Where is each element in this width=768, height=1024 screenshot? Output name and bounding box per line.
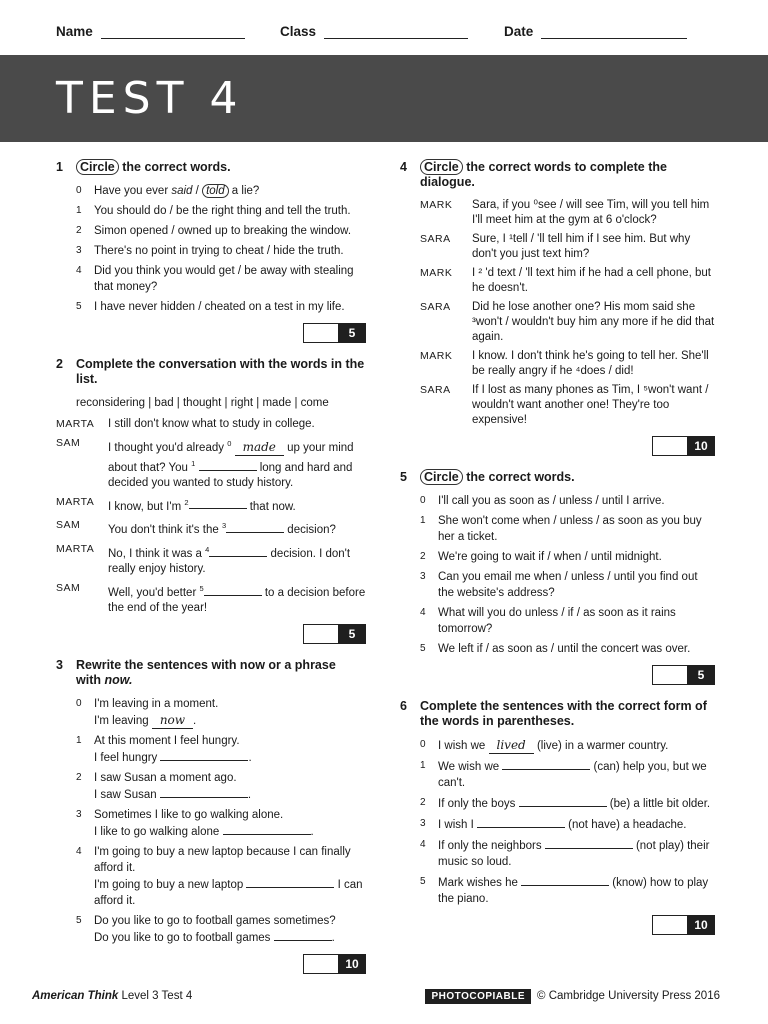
item-number: 3 — [76, 808, 82, 820]
list-item — [420, 641, 715, 657]
score-entry[interactable] — [303, 954, 338, 974]
answer-blank[interactable] — [199, 459, 257, 471]
item-text: I wish we — [438, 740, 489, 752]
answer-blank[interactable] — [209, 545, 267, 557]
date-label: Date — [504, 24, 534, 39]
gap-number: 0 — [227, 439, 232, 448]
item-text[interactable]: You should do / be the right thing and tell the truth. — [94, 205, 351, 217]
line-text: Well, you'd better — [108, 586, 200, 599]
speaker: SARA — [420, 301, 451, 313]
section-3 — [56, 658, 366, 974]
item-number: 4 — [76, 265, 82, 276]
footer-copyright — [425, 990, 720, 1002]
item-number: 0 — [420, 739, 426, 750]
item-text[interactable]: We left if / as soon as / until the concert was over. — [438, 643, 691, 655]
section-instruction: Rewrite the sentences with now or a phrase — [76, 657, 336, 672]
answer-blank[interactable] — [274, 929, 332, 941]
name-line[interactable] — [101, 26, 245, 39]
date-field[interactable] — [504, 24, 687, 39]
item-text: Sometimes I like to go walking alone. — [94, 808, 284, 821]
item-text[interactable]: There's no point in trying to cheat / hide the truth. — [94, 245, 344, 257]
item-text: (can) help you, but we can't. — [438, 761, 707, 789]
list-item — [76, 913, 366, 946]
page-footer — [32, 990, 720, 1002]
name-field[interactable] — [56, 24, 245, 39]
item-number: 3 — [76, 245, 82, 256]
gap-number: 2 — [184, 497, 189, 507]
item-number: 2 — [420, 797, 426, 808]
list-item — [76, 183, 366, 199]
example-answer: made — [235, 440, 284, 456]
answer-blank[interactable] — [223, 823, 311, 835]
list-item — [76, 696, 366, 729]
section-1-heading — [56, 160, 366, 175]
line-text[interactable]: I ² 'd text / 'll text him if he had a cell phone, but he doesn't. — [472, 267, 711, 294]
item-number: 4 — [420, 607, 426, 618]
dialogue-line — [420, 383, 715, 428]
section-number: 2 — [56, 357, 63, 371]
item-number: 3 — [420, 818, 426, 829]
class-line[interactable] — [324, 26, 468, 39]
list-item — [420, 549, 715, 565]
line-text[interactable]: I know. I don't think he's going to tell her. She'll be really angry if he ⁴does / did! — [472, 350, 709, 377]
item-text[interactable]: Can you email me when / unless / until you find out the website's address? — [438, 571, 698, 599]
speaker: MARTA — [56, 418, 95, 430]
section-number: 4 — [400, 160, 407, 174]
speaker: SARA — [420, 233, 451, 245]
list-item — [420, 758, 715, 791]
score-points: 5 — [338, 624, 366, 644]
line-text[interactable]: Did he lose another one? His mom said she ³won't / wouldn't buy him any more if he did that again. — [472, 301, 715, 343]
item-text: I feel hungry — [94, 751, 161, 764]
line-text: decision. I don't really enjoy history. — [108, 548, 351, 576]
item-text: If only the boys — [438, 798, 519, 810]
section-instruction: the correct words. — [466, 470, 575, 484]
dialogue-line — [56, 436, 366, 491]
score-entry[interactable] — [652, 436, 687, 456]
option-said[interactable]: said — [171, 185, 193, 197]
item-text: I'm going to buy a new laptop — [94, 878, 247, 891]
item-text: I'm leaving in a moment. — [94, 697, 219, 710]
item-text[interactable]: She won't come when / unless / as soon as you buy her a ticket. — [438, 515, 702, 543]
item-number: 5 — [420, 643, 426, 654]
item-text: (live) in a warmer country. — [533, 740, 669, 752]
item-text: (not have) a headache. — [564, 819, 687, 831]
item-text: . — [331, 931, 335, 944]
list-item — [76, 844, 366, 909]
list-item — [420, 569, 715, 601]
item-number: 5 — [420, 876, 426, 887]
dialogue-line — [420, 266, 715, 296]
answer-blank[interactable] — [226, 521, 284, 533]
item-text: (not play) their music so loud. — [438, 840, 710, 868]
item-number: 2 — [76, 771, 82, 783]
line-text: that now. — [246, 500, 296, 513]
section-number: 3 — [56, 657, 63, 672]
line-text: I thought you'd already — [108, 441, 228, 454]
list-item — [420, 605, 715, 637]
answer-blank[interactable] — [246, 876, 334, 888]
section-2 — [56, 357, 366, 644]
section-3-heading — [56, 658, 366, 688]
section-4-heading — [400, 160, 715, 190]
item-number: 2 — [76, 225, 82, 236]
speaker: MARTA — [56, 495, 95, 508]
speaker: MARK — [420, 267, 453, 279]
line-text: long and hard and decided you wanted to study history. — [108, 461, 353, 489]
section-5 — [400, 470, 715, 685]
section-2-heading — [56, 357, 366, 387]
list-item — [76, 243, 366, 259]
line-text[interactable]: Sara, if you ⁰see / will see Tim, will you tell him I'll meet him at the gym at 6 o'clock? — [472, 199, 710, 226]
name-label: Name — [56, 24, 93, 39]
item-text[interactable]: Simon opened / owned up to breaking the window. — [94, 225, 352, 237]
score-points: 5 — [687, 665, 715, 685]
item-text: We wish we — [438, 761, 503, 773]
item-number: 3 — [420, 571, 426, 582]
speaker: SAM — [56, 437, 81, 449]
item-number: 5 — [76, 301, 82, 312]
item-number: 0 — [76, 697, 82, 709]
item-text: . — [248, 751, 252, 764]
answer-blank[interactable] — [477, 816, 565, 828]
speaker: SAM — [56, 519, 81, 532]
section-number: 5 — [400, 470, 407, 484]
list-item — [76, 263, 366, 295]
answer-blank[interactable] — [160, 749, 248, 761]
score-box — [56, 624, 366, 644]
item-text: I can afford it. — [94, 878, 363, 907]
item-text[interactable]: I'll call you as soon as / unless / until I arrive. — [438, 495, 665, 507]
speaker: SAM — [56, 582, 81, 595]
item-text: (be) a little bit older. — [606, 798, 711, 810]
section-instruction: the correct words. — [122, 160, 231, 174]
item-number: 0 — [76, 185, 82, 196]
score-box — [400, 665, 715, 685]
item-text: Do you like to go to football games — [94, 931, 274, 944]
line-text: up your mind about that? You — [108, 441, 354, 474]
book-title: American Think — [32, 990, 119, 1002]
word-list: reconsidering | bad | thought | right | made | come — [76, 397, 329, 409]
item-text: . — [310, 825, 314, 838]
item-text: I'm going to buy a new laptop because I can finally afford it. — [94, 845, 351, 874]
line-text[interactable]: If I lost as many phones as Tim, I ⁵won't want / wouldn't want another one! They're too expensive! — [472, 384, 709, 426]
item-text: At this moment I feel hungry. — [94, 734, 240, 747]
list-item — [420, 837, 715, 870]
right-column — [400, 160, 715, 949]
section-instruction: now. — [104, 672, 133, 687]
answer-blank[interactable] — [189, 497, 247, 509]
score-entry[interactable] — [303, 323, 338, 343]
gap-number: 1 — [191, 458, 196, 468]
dialogue-line — [56, 542, 366, 577]
class-label: Class — [280, 24, 317, 39]
item-number: 4 — [420, 839, 426, 850]
item-text: a lie? — [228, 185, 260, 197]
answer-blank[interactable] — [519, 795, 607, 807]
line-text: I still don't know what to study in college. — [108, 418, 315, 430]
item-number: 1 — [76, 734, 82, 746]
list-item — [76, 770, 366, 803]
line-text: You don't think it's the — [108, 524, 222, 537]
list-item — [420, 737, 715, 754]
list-item — [420, 795, 715, 812]
line-text[interactable]: Sure, I ¹tell / 'll tell him if I see him. But why don't you just text him? — [472, 233, 691, 260]
item-number: 1 — [76, 205, 82, 216]
section-instruction: with — [76, 672, 105, 687]
item-text: I saw Susan a moment ago. — [94, 771, 237, 784]
footer-book-info — [32, 990, 192, 1002]
score-box — [56, 954, 366, 974]
dialogue-line — [56, 495, 366, 515]
item-number: 5 — [76, 914, 82, 926]
item-text[interactable]: What will you do unless / if / as soon as it rains tomorrow? — [438, 607, 676, 635]
score-entry[interactable] — [652, 915, 687, 935]
speaker: SARA — [420, 384, 451, 396]
item-text[interactable]: We're going to wait if / when / until midnight. — [438, 551, 662, 563]
option-told-circled[interactable]: told — [202, 184, 229, 198]
speaker: MARK — [420, 199, 453, 211]
answer-blank[interactable] — [160, 786, 248, 798]
answer-blank[interactable] — [204, 584, 262, 596]
gap-number: 3 — [221, 521, 227, 531]
item-number: 4 — [76, 845, 82, 857]
section-number: 1 — [56, 160, 63, 174]
item-text: Have you ever — [94, 185, 172, 197]
date-line[interactable] — [541, 26, 687, 39]
item-text: Do you like to go to football games sometimes? — [94, 914, 336, 927]
class-field[interactable] — [280, 24, 468, 39]
section-instruction: Complete the conversation with the words in the list. — [76, 357, 365, 386]
score-points: 10 — [687, 915, 715, 935]
book-level: Level 3 Test 4 — [118, 990, 193, 1002]
line-text: I know, but I'm — [108, 500, 185, 513]
item-text: If only the neighbors — [438, 840, 545, 852]
item-number: 2 — [420, 551, 426, 562]
item-text: (know) how to play the piano. — [438, 877, 709, 905]
answer-blank[interactable] — [521, 874, 609, 886]
item-text: I wish I — [438, 819, 477, 831]
section-5-heading — [400, 470, 715, 485]
list-item — [76, 807, 366, 840]
item-text[interactable]: Did you think you would get / be away with stealing that money? — [94, 265, 354, 293]
line-text: No, I think it was a — [108, 548, 206, 561]
item-text[interactable]: I have never hidden / cheated on a test in my life. — [94, 301, 345, 313]
circle-word: Circle — [420, 469, 463, 485]
circle-word: Circle — [76, 159, 119, 175]
section-instruction: the correct words to complete the dialogue. — [420, 160, 667, 189]
dialogue-line — [56, 581, 366, 616]
list-item — [420, 816, 715, 833]
photocopiable-badge: PHOTOCOPIABLE — [425, 989, 531, 1004]
list-item — [420, 493, 715, 509]
list-item — [76, 299, 366, 315]
dialogue-line — [420, 198, 715, 228]
list-item — [420, 513, 715, 545]
section-6-heading — [400, 699, 715, 729]
line-text: decision? — [284, 524, 336, 537]
example-answer: lived — [489, 737, 534, 754]
score-box — [400, 915, 715, 935]
item-number: 0 — [420, 495, 426, 506]
separator: / — [192, 185, 203, 197]
speaker: MARTA — [56, 543, 95, 556]
score-box — [400, 436, 715, 456]
score-points: 10 — [338, 954, 366, 974]
item-number: 1 — [420, 760, 426, 771]
circle-word: Circle — [420, 159, 463, 175]
score-entry[interactable] — [652, 665, 687, 685]
section-number: 6 — [400, 699, 407, 713]
dialogue-line — [420, 232, 715, 262]
item-text: . — [247, 788, 252, 801]
section-instruction: Complete the sentences with the correct form of the words in parentheses. — [420, 699, 707, 728]
list-item — [76, 733, 366, 766]
answer-blank[interactable] — [545, 837, 633, 849]
list-item — [420, 874, 715, 907]
answer-blank[interactable] — [502, 758, 590, 770]
section-6 — [400, 699, 715, 935]
item-text: I saw Susan — [94, 788, 160, 801]
score-box — [56, 323, 366, 343]
page-title: TEST 4 — [56, 73, 244, 124]
item-number: 1 — [420, 515, 426, 526]
dialogue-line — [420, 349, 715, 379]
speaker: MARK — [420, 350, 453, 362]
example-answer: now — [152, 712, 193, 729]
left-column — [56, 160, 366, 980]
dialogue-line — [56, 417, 366, 432]
list-item — [76, 203, 366, 219]
score-points: 5 — [338, 323, 366, 343]
section-1 — [56, 160, 366, 343]
dialogue-line — [56, 518, 366, 538]
score-points: 10 — [687, 436, 715, 456]
line-text: to a decision before the end of the year! — [108, 586, 366, 614]
item-text: Mark wishes he — [438, 877, 522, 889]
gap-number: 5 — [199, 584, 204, 594]
title-banner — [0, 55, 768, 142]
item-text: I like to go walking alone — [94, 825, 223, 838]
copyright-text: © Cambridge University Press 2016 — [537, 990, 720, 1002]
section-4 — [400, 160, 715, 456]
list-item — [76, 223, 366, 239]
score-entry[interactable] — [303, 624, 338, 644]
item-text: I'm leaving — [94, 714, 152, 727]
dialogue-line — [420, 300, 715, 345]
item-text: . — [193, 714, 197, 727]
gap-number: 4 — [205, 545, 210, 555]
